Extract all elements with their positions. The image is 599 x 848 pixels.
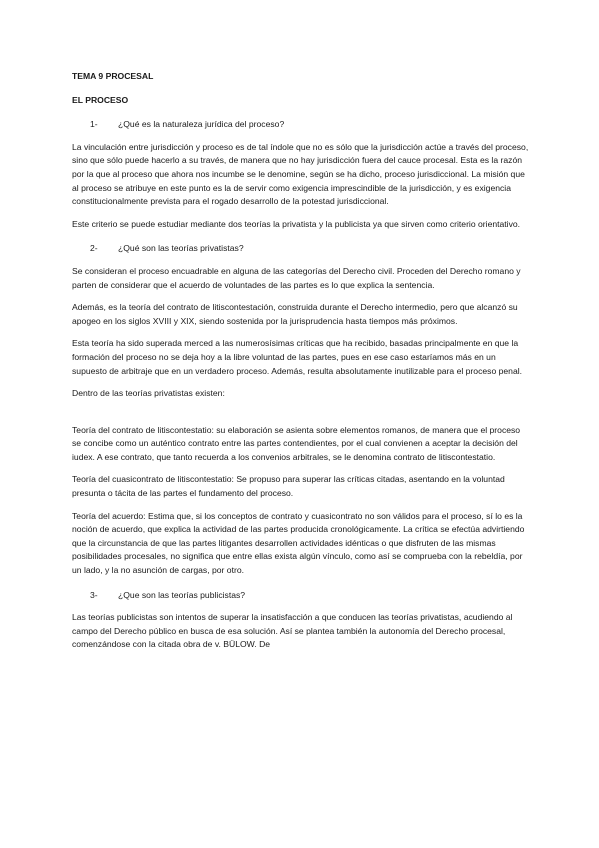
question-2: [90, 242, 531, 256]
paragraph-1: La vinculación entre jurisdicción y proceso es de tal índole que no es sólo que la jurisdicción actúe a través del proceso, sino que sólo puede hacerlo a su través, de manera que no hay jurisdicción fuera del cauce procesal. Esta es la razón por la que al proceso que ahora nos incumbe se le denomine, según se ha dicho, proceso jurisdiccional. La misión que al proceso se atribuye en este punto es la de servir como exigencia imprescindible de la jurisdicción, y es exigencia constitucionalmente prevista para el rogado desarrollo de la potestad jurisdiccional.: [72, 141, 529, 207]
paragraph-4: Además, es la teoría del contrato de litiscontestación, construida durante el Derecho intermedio, pero que alcanzó su apogeo en los siglos XVIII y XIX, siendo sostenida por la jurisprudencia hasta tiempos más próximos.: [72, 302, 518, 326]
question-1: [90, 118, 531, 132]
paragraph-7: Teoría del contrato de litiscontestatio: su elaboración se asienta sobre elementos romanos, de manera que el proceso se concibe como un auténtico contrato entre las partes contendientes, por el cual convienen a aceptar la decisión del iudex. A ese contrato, que tanto recuerda a los convenios arbitrales, se le denomina contrato de litiscontestatio.: [72, 424, 521, 462]
question-2-text: ¿Qué son las teorías privatistas?: [118, 243, 244, 254]
question-2-number: 2-: [90, 243, 98, 254]
paragraph-2: Este criterio se puede estudiar mediante dos teorías la privatista y la publicista ya que sirven como criterio orientativo.: [72, 218, 521, 229]
spacer: [72, 401, 531, 415]
paragraph-8: Teoría del cuasicontrato de litiscontestatio: Se propuso para superar las críticas citadas, asentando en la voluntad presunta o tácita de las partes el fundamento del proceso.: [72, 474, 505, 499]
paragraph-5: Esta teoría ha sido superada merced a las numerosísimas críticas que ha recibido, basadas principalmente en que la formación del proceso no se deja hoy a la libre voluntad de las partes, pues en ese caso estaríamos más en un supuesto de arbitraje que en un verdadero proceso. Además, resulta absolutamente inutilizable para el proceso penal.: [72, 338, 523, 376]
question-1-number: 1-: [90, 119, 98, 130]
question-1-text: ¿Qué es la naturaleza jurídica del proceso?: [118, 119, 285, 130]
paragraph-6: Dentro de las teorías privatistas existen:: [72, 388, 225, 399]
question-3-number: 3-: [90, 589, 98, 600]
section-heading: EL PROCESO: [72, 94, 129, 105]
paragraph-9: Teoría del acuerdo: Estima que, si los conceptos de contrato y cuasicontrato no son válidos para el proceso, sí lo es la noción de acuerdo, que explica la actividad de las partes producida cronológicamente. La crítica se efectúa advirtiendo que la circunstancia de que las partes litigantes desarrollen actividades idénticas o que disfruten de las mismas posibilidades procesales, no significa que entre ellas exista algún vínculo, como así se comprueba con la rebeldía, por un lado, y la no asunción de cargas, por otro.: [72, 510, 525, 576]
question-3-text: ¿Que son las teorías publicistas?: [118, 589, 246, 600]
question-3: [90, 589, 531, 603]
document-title: TEMA 9 PROCESAL: [72, 71, 154, 81]
paragraph-10: Las teorías publicistas son intentos de superar la insatisfacción a que conducen las teorías privatistas, acudiendo al campo del Derecho público en busca de esa solución. Así se plantea también la autonomía del Derecho procesal, comenzándose con la citada obra de v. BÜLOW. De: [72, 612, 513, 650]
paragraph-3: Se consideran el proceso encuadrable en alguna de las categorías del Derecho civil. Proceden del Derecho romano y parten de considerar que el acuerdo de voluntades de las partes es lo que explica la sentencia.: [72, 265, 521, 290]
